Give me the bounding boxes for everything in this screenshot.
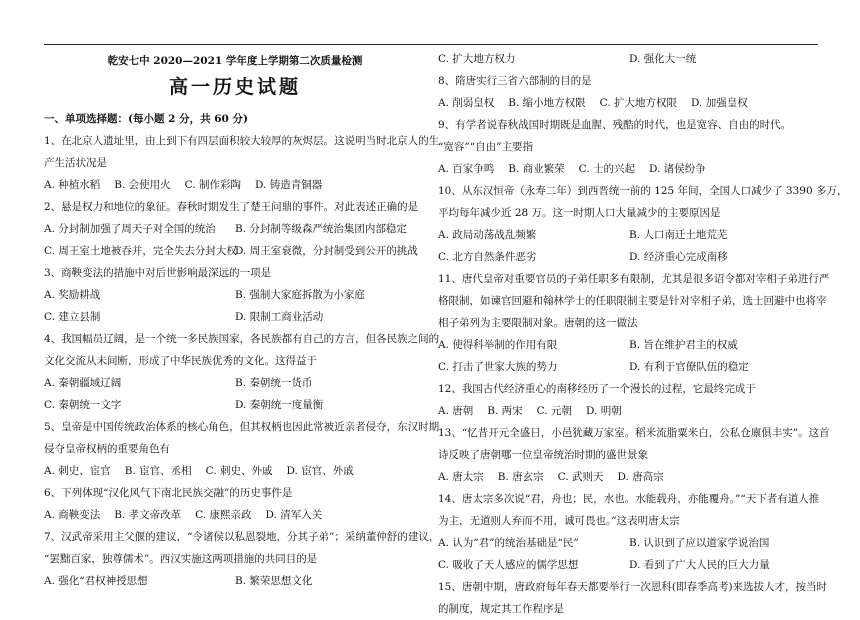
option-row (44, 460, 426, 482)
answer-option: D. 明朝 (586, 405, 622, 417)
option-row (44, 394, 426, 416)
answer-option: A. 政局动荡战乱频繁 (438, 229, 537, 241)
answer-option: C. 武则天 (557, 471, 604, 483)
option-row (44, 284, 426, 306)
answer-option: A. 认为“君”的统治基础是“民” (438, 537, 579, 549)
answer-option: D. 铸造青铜器 (255, 179, 323, 191)
answer-option: A. 百家争鸣 (438, 163, 495, 175)
exam-title: 高一历史试题 (168, 76, 301, 98)
question-line: 平均每年减少近 28 万。这一时期人口大量减少的主要原因是 (438, 207, 721, 219)
answer-option: C. 士的兴起 (578, 163, 636, 175)
answer-option: B. 旨在维护君主的权威 (629, 339, 738, 351)
answer-option: B. 强制大家庭拆散为小家庭 (235, 289, 365, 301)
top-rule (44, 44, 818, 45)
answer-option: B. 唐玄宗 (497, 471, 544, 483)
right-column (438, 48, 848, 620)
question-line: 诗反映了唐朝哪一位皇帝统治时期的盛世景象 (438, 449, 648, 461)
answer-option: C. 周王室土地被吞并，完全失去分封大权 (44, 245, 237, 257)
question-line: 文化交流从未间断，形成了中华民族优秀的文化。这得益于 (44, 355, 317, 367)
option-row (44, 240, 426, 262)
answer-option: A. 削弱皇权 (438, 97, 495, 109)
answer-option: B. 秦朝统一货币 (235, 377, 313, 389)
answer-option: A. 奖励耕战 (44, 289, 101, 301)
question-line: 2、悬是权力和地位的象征。春秋时期发生了楚王问鼎的事件。对此表述正确的是 (44, 201, 419, 213)
answer-option: D. 唐高宗 (617, 471, 664, 483)
question-line: 14、唐太宗多次说“君，舟也；民，水也。水能载舟，亦能覆舟。”“天下者有道人推 (438, 493, 820, 505)
question-line: 10、从东汉恒帝（永寿二年）到西晋统一前的 125 年间，全国人口减少了 3390 多万， (438, 185, 848, 197)
question-line: 4、我国幅员辽阔，是一个统一多民族国家，各民族都有自己的方言，但各民族之间的 (44, 333, 440, 345)
question-line: 的制度，规定其工作程序是 (438, 603, 564, 615)
answer-option: A. 秦朝疆域辽阔 (44, 377, 122, 389)
answer-option: C. 制作彩陶 (184, 179, 242, 191)
answer-option: D. 诸侯纷争 (649, 163, 706, 175)
answer-option: D. 强化大一统 (629, 53, 697, 65)
answer-option: A. 唐朝 (438, 405, 474, 417)
question-line: 11、唐代皇帝对重要官员的子弟任职多有限制，尤其是很多诏令都对宰相子弟进行严 (438, 273, 830, 285)
answer-option: C. 康熙亲政 (195, 509, 252, 521)
answer-option: C. 打击了世家大族的势力 (438, 361, 558, 373)
option-row (44, 218, 426, 240)
question-line: 为主，无道则人弃而不用，诚可畏也。”这表明唐太宗 (438, 515, 680, 527)
answer-option: D. 有利于官僚队伍的稳定 (629, 361, 749, 373)
answer-option: D. 经济重心完成南移 (629, 251, 728, 263)
answer-option: A. 商鞅变法 (44, 509, 101, 521)
answer-option: D. 清军入关 (265, 509, 323, 521)
option-row (438, 246, 820, 268)
question-line: 相子弟列为主要限制对象。唐朝的这一做法 (438, 317, 638, 329)
answer-option: D. 秦朝统一度量衡 (235, 399, 324, 411)
answer-option: B. 分封制等级森严统治集团内部稳定 (235, 223, 407, 235)
answer-option: C. 秦朝统一文字 (44, 399, 122, 411)
answer-option: D. 周王室衰微，分封制受到公开的挑战 (235, 245, 418, 257)
option-row (438, 400, 820, 422)
option-row (44, 504, 426, 526)
question-line: 5、皇帝是中国传统政治体系的核心角色，但其权柄也因此常被近亲者侵夺，东汉时期 (44, 421, 440, 433)
option-row (438, 466, 820, 488)
answer-option: B. 缩小地方权限 (508, 97, 586, 109)
question-line: 3、商鞅变法的措施中对后世影响最深远的一项是 (44, 267, 272, 279)
answer-option: B. 两宋 (487, 405, 523, 417)
answer-option: B. 会使用火 (114, 179, 171, 191)
left-questions (44, 130, 440, 592)
answer-option: B. 孝文帝改革 (114, 509, 182, 521)
answer-option: B. 繁荣思想文化 (235, 575, 313, 587)
answer-option: A. 强化“君权神授思想 (44, 575, 148, 587)
option-row (438, 158, 820, 180)
answer-option: A. 分封制加强了周天子对全国的统治 (44, 223, 216, 235)
right-questions (438, 48, 848, 620)
answer-option: C. 建立县制 (44, 311, 101, 323)
option-row (44, 570, 426, 592)
section-heading: 一、单项选择题：(每小题 2 分，共 60 分) (44, 113, 248, 125)
option-row (44, 372, 426, 394)
question-line: 1、在北京人遗址里，由上到下有四层面积较大较厚的灰烬层。这说明当时北京人的生 (44, 135, 440, 147)
answer-option: C. 扩大地方权力 (438, 53, 516, 65)
answer-option: A. 种植水稻 (44, 179, 101, 191)
answer-option: D. 限制工商业活动 (235, 311, 324, 323)
question-line: 产生活状况是 (44, 157, 107, 169)
question-line: “宽容”“自由”主要指 (438, 141, 533, 153)
question-line: 6、下列体现“汉化风气下南北民族交融”的历史事件是 (44, 487, 293, 499)
option-row (438, 356, 820, 378)
option-row (438, 532, 820, 554)
question-line: “罢黜百家，独尊儒术”。西汉实施这两项措施的共同目的是 (44, 553, 318, 565)
question-line: 格限制，如谏官回避和翰林学士的任职限制主要是针对宰相子弟，选士回避中也将宰 (438, 295, 827, 307)
answer-option: B. 商业繁荣 (508, 163, 565, 175)
answer-option: A. 使得科举制的作用有限 (438, 339, 558, 351)
question-line: 侵夺皇帝权柄的重要角色有 (44, 443, 170, 455)
question-line: 12、我国古代经济重心的南移经历了一个漫长的过程，它最终完成于 (438, 383, 756, 395)
answer-option: D. 加强皇权 (691, 97, 748, 109)
answer-option: D. 看到了广大人民的巨大力量 (629, 559, 770, 571)
question-line: 7、汉武帝采用主父偃的建议，“令诸侯以私恩裂地，分其子弟”；采纳董仲舒的建议， (44, 531, 440, 543)
answer-option: D. 宦官、外戚 (286, 465, 354, 477)
left-column (44, 48, 440, 592)
answer-option: C. 北方自然条件恶劣 (438, 251, 537, 263)
question-line: 9、有学者说春秋战国时期既是血腥、残酷的时代，也是宽容、自由的时代。 (438, 119, 792, 131)
option-row (438, 554, 820, 576)
answer-option: A. 唐太宗 (438, 471, 484, 483)
option-row (438, 224, 820, 246)
answer-option: B. 人口南迁土地荒芜 (629, 229, 728, 241)
option-row (44, 174, 426, 196)
option-row (438, 92, 820, 114)
answer-option: B. 宦官、丞相 (124, 465, 192, 477)
question-line: 15、唐朝中期，唐政府每年春天都要举行一次恩科(即春季高考)来选拔人才，按当时 (438, 581, 828, 593)
answer-option: B. 认识到了应以道家学说治国 (629, 537, 770, 549)
option-row (438, 48, 820, 70)
option-row (438, 334, 820, 356)
answer-option: C. 扩大地方权限 (599, 97, 678, 109)
answer-option: C. 刺史、外戚 (205, 465, 273, 477)
exam-header: 乾安七中 2020—2021 学年度上学期第二次质量检测 (107, 55, 363, 67)
answer-option: A. 刺史、宦官 (44, 465, 111, 477)
answer-option: C. 元朝 (536, 405, 573, 417)
answer-option: C. 吸收了天人感应的儒学思想 (438, 559, 579, 571)
option-row (44, 306, 426, 328)
question-line: 13、“忆昔开元全盛日，小邑犹藏万家室。稻米流脂粟米白，公私仓廪俱丰实”。这首 (438, 427, 830, 439)
question-line: 8、隋唐实行三省六部制的目的是 (438, 75, 592, 87)
